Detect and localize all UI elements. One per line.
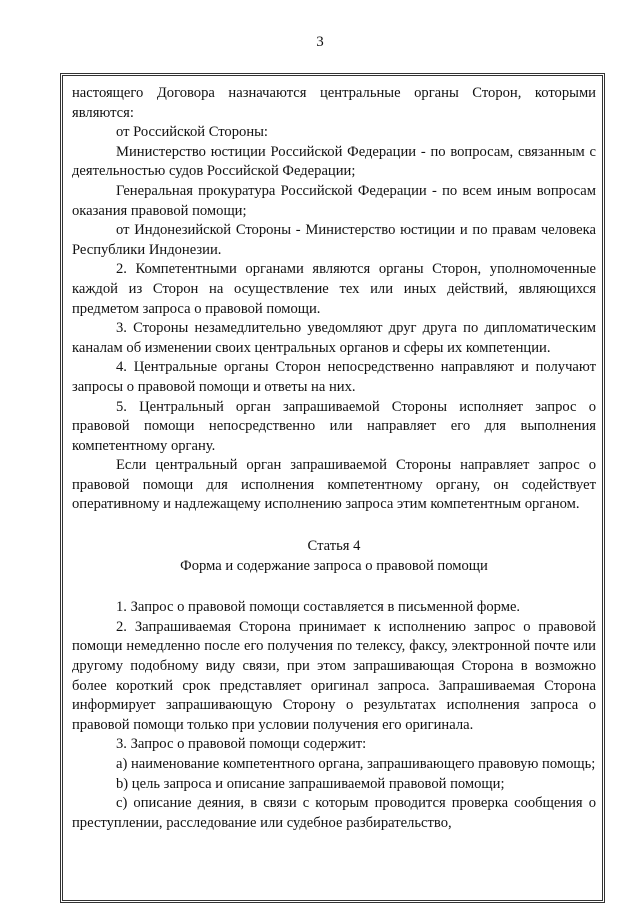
- article-number: Статья 4: [307, 538, 361, 555]
- paragraph: от Российской Стороны:: [116, 124, 268, 141]
- paragraph: 5. Центральный орган запрашиваемой Стороны исполняет запрос о правовой помощи непосредственно или направляет его для выполнения компетентному органу.: [72, 398, 596, 454]
- document-body: [72, 84, 596, 833]
- paragraph: c) описание деяния, в связи с которым проводится проверка сообщения о преступлении, расследование или судебное разбирательство,: [72, 795, 596, 831]
- paragraph: 4. Центральные органы Сторон непосредственно направляют и получают запросы о правовой помощи и ответы на них.: [72, 359, 596, 395]
- paragraph: Генеральная прокуратура Российской Федерации - по всем иным вопросам оказания правовой помощи;: [72, 182, 596, 219]
- paragraph: от Индонезийской Стороны - Министерство юстиции и по правам человека Республики Индонезии.: [72, 222, 596, 258]
- paragraph: 3. Запрос о правовой помощи содержит:: [116, 736, 367, 753]
- paragraph: a) наименование компетентного органа, запрашивающего правовую помощь;: [116, 756, 596, 772]
- paragraph: 3. Стороны незамедлительно уведомляют друг друга по дипломатическим каналам об изменении своих центральных органов и сферы их компетенции.: [72, 320, 596, 356]
- paragraph: 1. Запрос о правовой помощи составляется в письменной форме.: [116, 599, 521, 616]
- page-number: 3: [316, 34, 324, 50]
- paragraph: настоящего Договора назначаются центральные органы Сторон, которыми являются:: [72, 85, 596, 121]
- paragraph: Если центральный орган запрашиваемой Стороны направляет запрос о правовой помощи для исполнения компетентному органу, он содействует оперативному и надлежащему исполнению запроса этим компетентным органом.: [72, 457, 596, 513]
- paragraph: b) цель запроса и описание запрашиваемой правовой помощи;: [116, 775, 505, 792]
- paragraph: 2. Компетентными органами являются органы Сторон, уполномоченные каждой из Сторон на осуществление тех или иных действий, являющихся предметом запроса о правовой помощи.: [72, 261, 596, 317]
- paragraph: Министерство юстиции Российской Федерации - по вопросам, связанным с деятельностью судов Российской Федерации;: [72, 143, 596, 180]
- article-title: Форма и содержание запроса о правовой помощи: [180, 557, 488, 574]
- paragraph: 2. Запрашиваемая Сторона принимает к исполнению запрос о правовой помощи немедленно после его получения по телексу, факсу, электронной почте или другому подобному виду связи, при этом запрашивающая Сторона в возможно более короткий срок представляет оригинал запроса. Запрашиваемая Сторона информирует запрашивающую Сторону о результатах исполнения запроса о правовой помощи только при условии получения его оригинала.: [72, 618, 596, 733]
